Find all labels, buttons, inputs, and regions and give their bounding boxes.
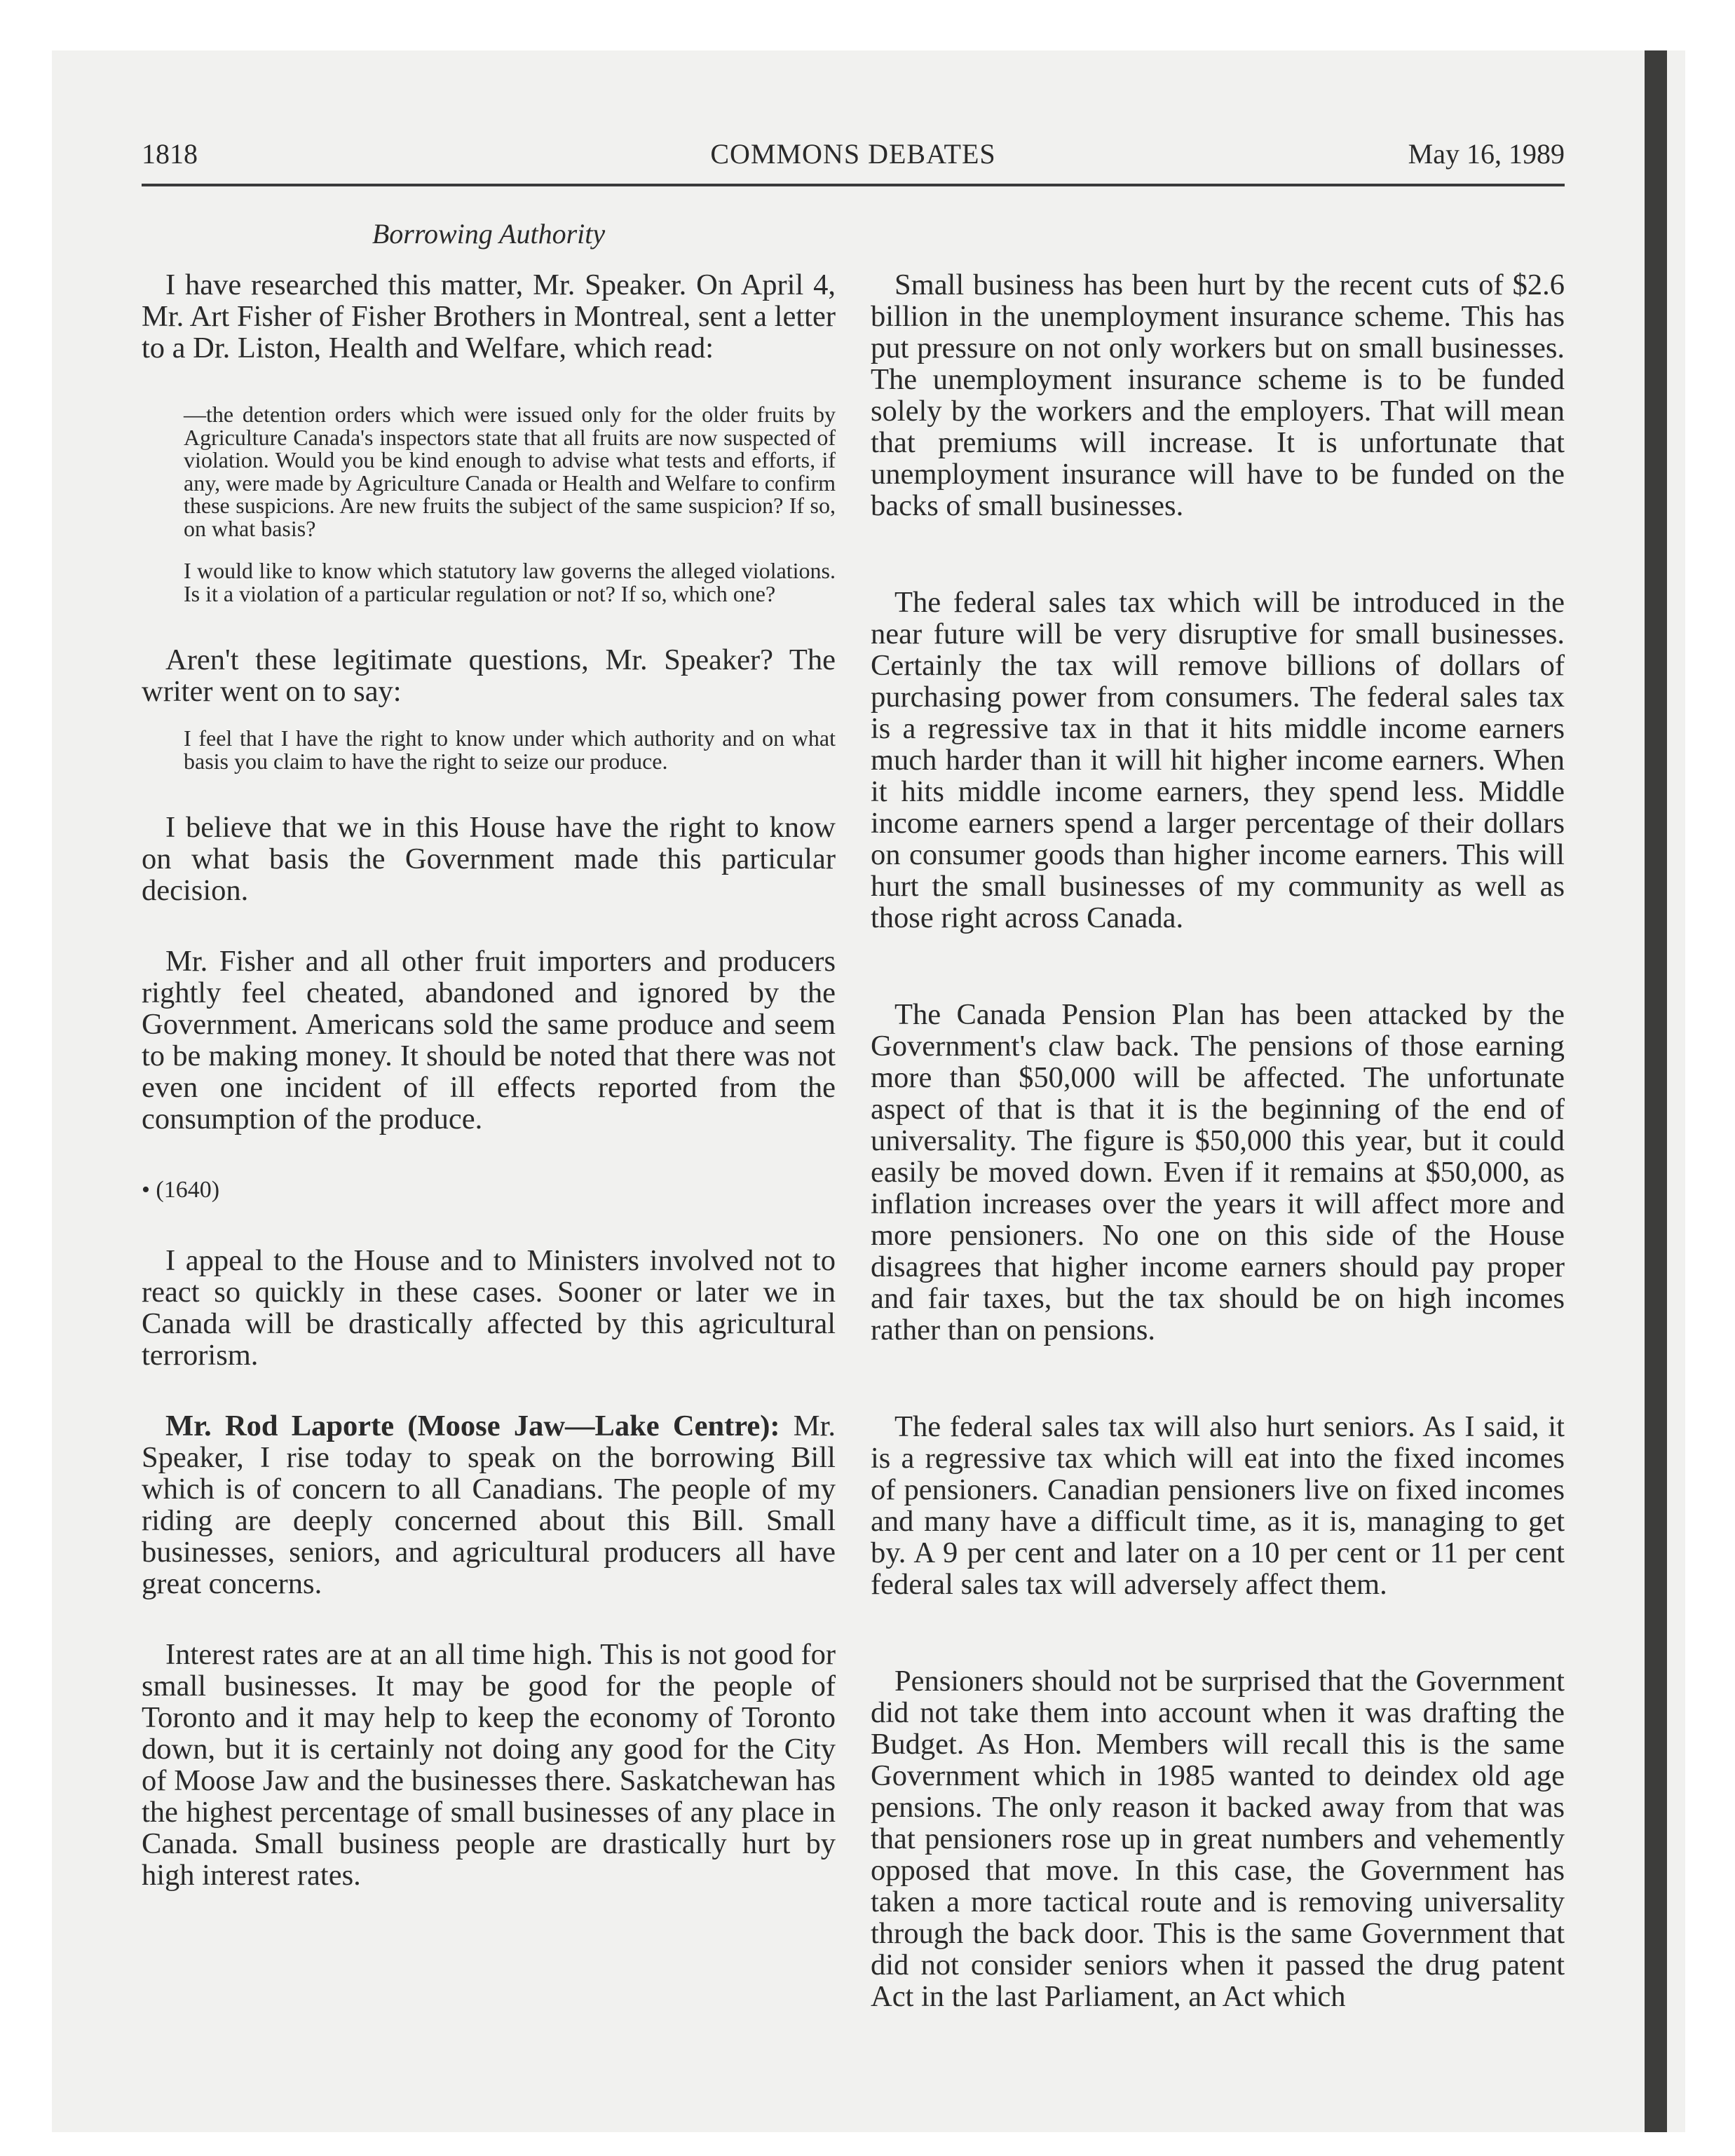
scan-edge-shadow: [1645, 50, 1667, 2132]
left-column: [142, 269, 836, 1930]
page-header: [142, 137, 1565, 186]
paragraph: The Canada Pension Plan has been attacked by the Government's claw back. The pensions of those earning more than $50,000 will be affected. The unfortunate aspect of that is that it is the beginning of the end of universality. The figure is $50,000 this year, but it could easily be moved down. Even if it remains at $50,000, as inflation increases over the years it will affect more and more pensioners. No one on this side of the House disagrees that higher income earners should pay proper and fair taxes, but the tax should be on high incomes rather than on pensions.: [871, 998, 1565, 1346]
publication-title: COMMONS DEBATES: [710, 138, 996, 170]
block-quote: —the detention orders which were issued only for the older fruits by Agriculture Canada's inspectors state that all fruits are now suspected of violation. Would you be kind enough to advise what tests and efforts, if any, were made by Agriculture Canada or Health and Welfare to confirm these suspicions. Are new fruits the subject of the same suspicion? If so, on what basis?: [184, 402, 836, 541]
speech-text: Mr. Speaker, I rise today to speak on the borrowing Bill which is of concern to all Canadians. The people of my riding are deeply concerned about this Bill. Small businesses, seniors, and agricultural producers all have great concerns.: [142, 1410, 836, 1600]
paragraph: Interest rates are at an all time high. This is not good for small businesses. It may be good for the people of Toronto and it may help to keep the economy of Toronto down, but it is certainly not doing any good for the City of Moose Jaw and the businesses there. Saskatchewan has the highest percentage of small businesses of any place in Canada. Small business people are drastically hurt by high interest rates.: [142, 1638, 836, 1892]
section-running-head: Borrowing Authority: [372, 218, 606, 250]
paragraph: Small business has been hurt by the recent cuts of $2.6 billion in the unemployment insurance scheme. This has put pressure on not only workers but on small businesses. The unemployment insurance scheme is to be funded solely by the workers and the employers. That will mean that premiums will increase. It is unfortunate that unemployment insurance will have to be funded on the backs of small businesses.: [871, 268, 1565, 522]
paragraph: I have researched this matter, Mr. Speaker. On April 4, Mr. Art Fisher of Fisher Brothers in Montreal, sent a letter to a Dr. Liston, Health and Welfare, which read:: [142, 268, 836, 364]
block-quote: I would like to know which statutory law governs the alleged violations. Is it a violation of a particular regulation or not? If so, which one?: [184, 558, 836, 606]
page-number: 1818: [142, 138, 198, 170]
paragraph: Mr. Fisher and all other fruit importers and producers rightly feel cheated, abandoned and ignored by the Government. Americans sold the same produce and seem to be making money. It should be noted that there was not even one incident of ill effects reported from the consumption of the produce.: [142, 945, 836, 1135]
header-rule: [142, 184, 1565, 186]
paragraph: The federal sales tax which will be introduced in the near future will be very disruptive for small businesses. Certainly the tax will remove billions of dollars of purchasing power from consumers. The federal sales tax is a regressive tax in that it hits middle income earners much harder than it will hit higher income earners. When it hits middle income earners, they spend less. Middle income earners spend a larger percentage of their dollars on consumer goods than higher income earners. This will hurt the small businesses of my community as well as those right across Canada.: [871, 586, 1565, 934]
timestamp: • (1640): [142, 1177, 220, 1203]
block-quote: I feel that I have the right to know under which authority and on what basis you claim to have the right to seize our produce.: [184, 725, 836, 774]
speaker-paragraph: [142, 1410, 836, 1599]
publication-date: May 16, 1989: [1408, 138, 1565, 170]
paragraph: I believe that we in this House have the right to know on what basis the Government made this particular decision.: [142, 811, 836, 907]
right-column: [871, 269, 1565, 2077]
paragraph: I appeal to the House and to Ministers involved not to react so quickly in these cases. Sooner or later we in Canada will be drastically affected by this agricultural terrorism.: [142, 1244, 836, 1372]
paragraph: The federal sales tax will also hurt seniors. As I said, it is a regressive tax which will eat into the fixed incomes of pensioners. Canadian pensioners live on fixed incomes and many have a difficult time, as it is, managing to get by. A 9 per cent and later on a 10 per cent or 11 per cent federal sales tax will adversely affect them.: [871, 1410, 1565, 1601]
speaker-name: Mr. Rod Laporte (Moose Jaw—Lake Centre):: [165, 1410, 780, 1442]
paragraph: Aren't these legitimate questions, Mr. Speaker? The writer went on to say:: [142, 643, 836, 708]
paragraph: Pensioners should not be surprised that the Government did not take them into account when it was drafting the Budget. As Hon. Members will recall this is the same Government which in 1985 wanted to deindex old age pensions. The only reason it backed away from that was that pensioners rose up in great numbers and vehemently opposed that move. In this case, the Government has taken a more tactical route and is removing universality through the back door. This is the same Government that did not consider seniors when it passed the drug patent Act in the last Parliament, an Act which: [871, 1665, 1565, 2013]
